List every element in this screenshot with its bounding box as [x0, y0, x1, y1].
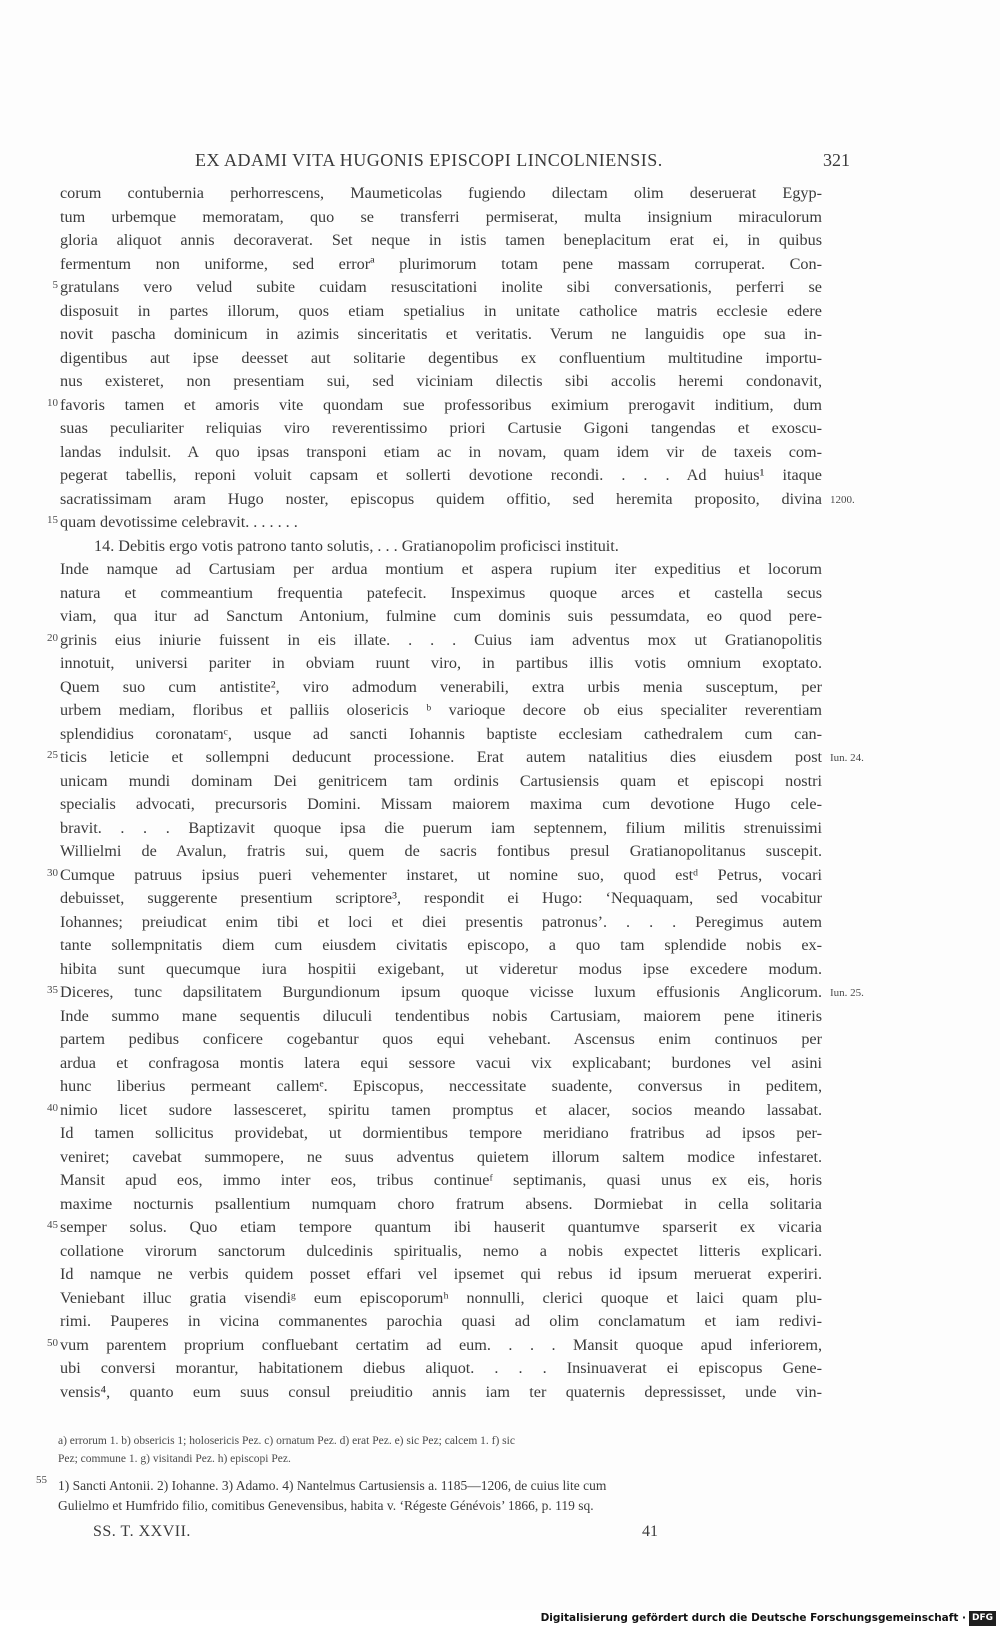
line-text: Cumque patruus ipsius pueri vehementer instaret, ut nomine suo, quod estᵈ Petrus, vocari: [60, 865, 822, 884]
critical-apparatus: [58, 1432, 828, 1468]
page-number: 321: [823, 150, 850, 170]
text-line: [60, 441, 940, 465]
text-line: [60, 347, 940, 371]
line-text: Diceres, tunc dapsilitatem Burgundionum ipsum quoque vicisse luxum effusionis Anglicorum.: [60, 983, 822, 1001]
line-text: favoris tamen et amoris vite quondam sue professoribus eximium prerogavit inditium, dum: [60, 395, 822, 414]
line-text: hibita sunt quecumque iura hospitii exigebant, ut videretur modus ipse excedere modum.: [60, 959, 822, 978]
line-number: 15: [47, 514, 58, 526]
line-text: unicam mundi dominam Dei genitricem tam ordinis Cartusiensis quam et episcopi nostri: [60, 771, 822, 790]
main-text: [47, 182, 940, 1404]
line-text: nus existeret, non presentiam sui, sed viciniam dilectis sibi accolis heremi condonavit,: [60, 372, 822, 390]
text-line: [60, 723, 940, 747]
text-line: [60, 958, 940, 982]
line-text: grinis eius iniurie fuissent in eis illate. . . . Cuius iam adventus mox ut Gratianopolitis: [60, 630, 822, 649]
dfg-logo: DFG: [969, 1611, 996, 1626]
line-text: vensis⁴, quanto eum suus consul preiuditio annis iam ter quaternis depressisset, unde vin-: [60, 1382, 822, 1401]
line-number: 25: [47, 749, 58, 761]
line-number: 20: [47, 631, 58, 644]
volume-signature: SS. T. XXVII.: [93, 1523, 191, 1540]
line-text: urbem mediam, floribus et palliis olosericis ᵇ varioque decore ob eius specialiter reverentiam: [60, 701, 822, 719]
text-line: [60, 582, 940, 606]
text-line: [60, 887, 940, 911]
line-text: hunc liberius permeant callemᵉ. Episcopus, neccessitate suadente, conversus in peditem,: [60, 1077, 822, 1095]
line-text: 14. Debitis ergo votis patrono tanto solutis, . . . Gratianopolim proficisci instituit.: [94, 536, 619, 555]
dfg-footer: [0, 1610, 1000, 1629]
line-text: splendidius coronatamᶜ, usque ad sancti Iohannis baptiste ecclesiam cathedralem cum can-: [60, 724, 822, 743]
line-text: innotuit, universi pariter in obviam ruunt viro, in partibus illis votis omnium exoptato.: [60, 654, 822, 672]
header-title: EX ADAMI VITA HUGONIS EPISCOPI LINCOLNIENSIS.: [195, 150, 663, 170]
sheet-number: 41: [642, 1523, 658, 1540]
text-line: [60, 911, 940, 935]
text-line: [60, 1052, 940, 1076]
line-text: ticis leticie et sollempni deducunt processione. Erat autem natalitius dies eiusdem post: [60, 748, 822, 766]
footnote-line: [36, 1474, 848, 1496]
text-line: [60, 1005, 940, 1029]
line-number: 35: [47, 984, 58, 996]
line-text: viam, qua itur ad Sanctum Antonium, fulmine cum dominis suis pessumdata, eo quod pere-: [60, 607, 822, 625]
line-text: digentibus aut ipse deesset aut solitarie degentibus ex confluentium multitudine importu-: [60, 348, 822, 367]
text-line: [52, 276, 940, 300]
dfg-notice: Digitalisierung gefördert durch die Deutsche Forschungsgemeinschaft ·: [540, 1612, 966, 1624]
text-line: [60, 840, 940, 864]
line-text: Quem suo cum antistite², viro admodum venerabili, extra urbis menia susceptum, per: [60, 677, 822, 696]
line-text: rimi. Pauperes in vicina commanentes parochia quasi ad olim conclamatum et iam redivi-: [60, 1312, 822, 1330]
text-line: [47, 1099, 940, 1123]
footnote-line: [58, 1496, 848, 1516]
text-line: [60, 699, 940, 723]
margin-date: Iun. 24.: [830, 752, 864, 764]
line-text: fermentum non uniforme, sed errorª plurimorum totam pene massam corruperat. Con-: [60, 254, 822, 273]
footnote-text: Gulielmo et Humfrido filio, comitibus Genevensibus, habita v. ‘Régeste Génévois’ 1866, p. 119 sq.: [58, 1498, 594, 1513]
line-text: ubi conversi morantur, habitationem diebus aliquot. . . . Insinuaverat ei episcopus Gene-: [60, 1359, 822, 1377]
text-line: [60, 1310, 940, 1334]
line-text: tum urbemque memoratam, quo se transferri permiserat, multa insignium miraculorum: [60, 207, 822, 226]
text-line: [60, 676, 940, 700]
line-text: maxime nocturnis psallentium numquam choro fratrum absens. Dormiebat in cella solitaria: [60, 1194, 822, 1213]
text-line: [60, 1263, 940, 1287]
line-text: Id namque ne verbis quidem posset effari vel ipsemet qui rebus id ipsum meruerat experiri.: [60, 1265, 822, 1283]
text-line: [60, 1169, 940, 1193]
line-text: Iohannes; preiudicat enim tibi et loci et diei presentis patronus’. . . . Peregimus autem: [60, 912, 822, 931]
text-line: [47, 1334, 940, 1358]
text-line: [60, 229, 940, 253]
text-line: [60, 1381, 940, 1405]
line-text: suas peculiariter reliquias viro reverentissimo priori Cartusie Gigoni tangendas et exoscu-: [60, 419, 822, 437]
line-text: novit pascha dominicum in azimis sinceritatis et veritatis. Verum ne languidis ope sua in-: [60, 325, 822, 343]
line-text: specialis advocati, precursoris Domini. Missam maiorem maxima cum devotione Hugo cele-: [60, 795, 822, 813]
line-number: 30: [47, 866, 58, 879]
apparatus-line: Pez; commune 1. g) visitandi Pez. h) episcopi Pez.: [58, 1453, 291, 1465]
text-line: [47, 746, 940, 770]
text-line: [60, 793, 940, 817]
footnotes: [36, 1474, 848, 1516]
line-text: natura et commeantium frequentia patefecit. Inspeximus quoque arces et castella secus: [60, 583, 822, 602]
text-line: [60, 558, 940, 582]
line-text: tante sollempnitatis diem cum eiusdem civitatis episcopo, a quo tam splendide nobis ex-: [60, 936, 822, 954]
line-text: partem pedibus conficere cogebantur quos equi vehebant. Ascensus enim continuos per: [60, 1030, 822, 1048]
line-text: collatione virorum sanctorum dulcedinis spiritualis, nemo a nobis expectet litteris explicari.: [60, 1241, 822, 1260]
text-line: [60, 605, 940, 629]
line-text: debuisset, suggerente presentium scriptore³, respondit ei Hugo: ‘Nequaquam, sed vocabitur: [60, 889, 822, 907]
text-line: [60, 182, 940, 206]
line-text: sacratissimam aram Hugo noster, episcopus quidem offitio, sed heremita proposito, divina: [60, 489, 822, 508]
text-line: [47, 1216, 940, 1240]
text-line: [60, 323, 940, 347]
text-line: [60, 464, 940, 488]
text-line: [60, 652, 940, 676]
text-line: [60, 535, 940, 559]
margin-date: 1200.: [830, 493, 855, 506]
text-line: [60, 934, 940, 958]
text-line: [60, 253, 940, 277]
line-text: bravit. . . . Baptizavit quoque ipsa die puerum iam septennem, filium militis strenuissimi: [60, 818, 822, 837]
line-text: Inde namque ad Cartusiam per ardua montium et aspera rupium iter expeditius et locorum: [60, 560, 822, 578]
line-text: semper solus. Quo etiam tempore quantum ibi hauserit quantumve sparserit ex vicaria: [60, 1218, 822, 1236]
text-line: [60, 1146, 940, 1170]
text-line: [60, 1075, 940, 1099]
footnote-text: 1) Sancti Antonii. 2) Iohanne. 3) Adamo. 4) Nantelmus Cartusiensis a. 1185—1206, de cuius lite cum: [58, 1478, 607, 1493]
text-line: [60, 1122, 940, 1146]
line-text: Id tamen sollicitus providebat, ut dormientibus tempore meridiano fratribus ad ipsos per-: [60, 1124, 822, 1142]
text-line: [60, 488, 940, 512]
text-line: [60, 1357, 940, 1381]
text-line: [60, 206, 940, 230]
margin-date: Iun. 25.: [830, 987, 864, 999]
text-line: [47, 981, 940, 1005]
text-line: [47, 394, 940, 418]
line-text: nimio licet sudore lassesceret, spiritu tamen promptus et alacer, socios meando lassabat.: [60, 1100, 822, 1119]
line-text: disposuit in partes illorum, quos etiam spetialius in unitate catholice matris ecclesie edere: [60, 301, 822, 320]
line-text: corum contubernia perhorrescens, Maumeticolas fugiendo dilectam olim deseruerat Egyp-: [60, 184, 822, 202]
text-line: [60, 1240, 940, 1264]
line-text: Inde summo mane sequentis diluculi tendentibus nobis Cartusiam, maiorem pene itineris: [60, 1006, 822, 1025]
running-header: [195, 150, 850, 174]
text-line: [60, 417, 940, 441]
line-text: quam devotissime celebravit. . . . . . .: [60, 513, 298, 531]
line-text: Willielmi de Avalun, fratris sui, quem de sacris fontibus presul Gratianopolitanus suscepit.: [60, 842, 822, 860]
line-number: 40: [47, 1101, 58, 1114]
line-text: Mansit apud eos, immo inter eos, tribus continueᶠ septimanis, quasi unus ex eis, horis: [60, 1171, 822, 1189]
text-line: [60, 300, 940, 324]
line-text: veniret; cavebat summopere, ne suus adventus quietem illorum saltem modice infestaret.: [60, 1147, 822, 1166]
apparatus-line: a) errorum 1. b) obsericis 1; holosericis Pez. c) ornatum Pez. d) erat Pez. e) sic Pez; calcem 1. f) sic: [58, 1435, 515, 1447]
text-line: [47, 864, 940, 888]
line-number: 45: [47, 1219, 58, 1231]
line-number: 50: [47, 1336, 58, 1349]
text-line: [60, 1028, 940, 1052]
text-line: [47, 511, 940, 535]
line-number: 5: [52, 279, 58, 291]
text-line: [60, 1193, 940, 1217]
line-text: landas indulsit. A quo ipsas transponi etiam ac in novam, quam idem vir de taxeis com-: [60, 442, 822, 461]
line-text: gratulans vero velud subite cuidam resuscitationi inolite sibi conversationis, perferri se: [60, 278, 822, 296]
line-text: Veniebant illuc gratia visendiᵍ eum episcoporumʰ nonnulli, clerici quoque et laici quam plu-: [60, 1288, 822, 1307]
line-text: ardua et confragosa montis latera equi sessore vacui vix explicabant; burdones vel asini: [60, 1053, 822, 1072]
text-line: [47, 629, 940, 653]
text-line: [60, 770, 940, 794]
line-text: pegerat tabellis, reponi voluit capsam et sollerti devotione recondi. . . . Ad huius¹ itaque: [60, 466, 822, 484]
line-text: gloria aliquot annis decoraverat. Set neque in istis tamen beneplacitum erat ei, in quibus: [60, 231, 822, 249]
line-number: 55: [36, 1474, 47, 1486]
line-number: 10: [47, 396, 58, 409]
text-line: [60, 1287, 940, 1311]
text-line: [60, 817, 940, 841]
line-text: vum parentem proprium confluebant certatim ad eum. . . . Mansit quoque apud inferiorem,: [60, 1335, 822, 1354]
text-line: [60, 370, 940, 394]
